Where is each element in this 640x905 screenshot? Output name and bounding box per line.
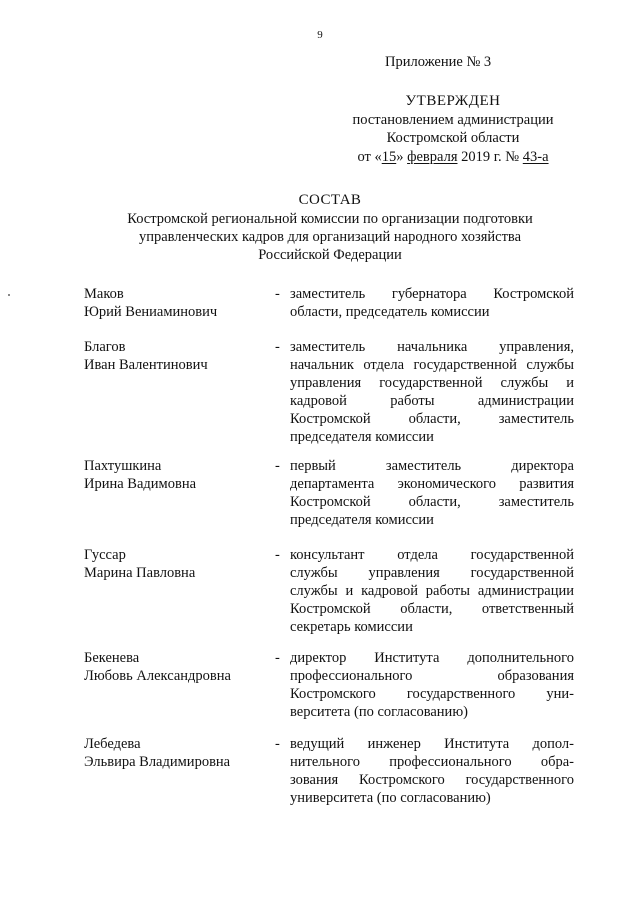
- member-surname: Гуссар: [84, 547, 126, 563]
- member-role-line: директор Института дополнительного: [290, 650, 574, 666]
- member-role-line: зования Костромского государственного: [290, 772, 574, 788]
- member-role-line: нительного профессионального обра-: [290, 754, 574, 770]
- member-given-names: Ирина Вадимовна: [84, 476, 197, 492]
- member-given-names: Марина Павловна: [84, 565, 196, 581]
- heading-line-1: Костромской региональной комиссии по организации подготовки: [127, 211, 533, 227]
- member-dash: -: [275, 458, 280, 474]
- member-name: [84, 649, 264, 685]
- member-role: [290, 338, 574, 446]
- approval-day: 15: [381, 148, 397, 165]
- member-role-line: верситета (по согласованию): [290, 704, 468, 720]
- member-role: [290, 285, 574, 321]
- approval-month: февраля: [407, 148, 458, 165]
- member-role-line: Костромской области, заместитель: [290, 411, 574, 427]
- member-role-line: службы управления государственной: [290, 565, 574, 581]
- approval-year-text: 2019 г. №: [457, 148, 523, 165]
- member-name: [84, 546, 264, 582]
- member-dash: -: [275, 736, 280, 752]
- approval-date-prefix: от «: [357, 148, 382, 165]
- member-given-names: Эльвира Владимировна: [84, 754, 231, 770]
- member-name: [84, 735, 264, 771]
- member-name: [84, 285, 264, 321]
- member-role-line: кадровой работы администрации: [290, 393, 574, 409]
- member-role-line: заместитель губернатора Костромской: [290, 286, 574, 302]
- member-role-line: первый заместитель директора: [290, 458, 574, 474]
- member-dash: -: [275, 339, 280, 355]
- member-surname: Маков: [84, 286, 124, 302]
- member-name: [84, 338, 264, 374]
- member-given-names: Любовь Александровна: [84, 668, 231, 684]
- member-role-line: секретарь комиссии: [290, 619, 413, 635]
- member-surname: Пахтушкина: [84, 458, 162, 474]
- member-role: [290, 457, 574, 529]
- member-dash: -: [275, 547, 280, 563]
- member-role-line: службы и кадровой работы администрации: [290, 583, 574, 599]
- approval-line-2: Костромской области: [386, 130, 520, 146]
- member-given-names: Юрий Вениаминович: [84, 304, 218, 320]
- approval-title: УТВЕРЖДЕН: [405, 93, 501, 109]
- approval-number: 43-а: [522, 148, 549, 165]
- member-role: [290, 546, 574, 636]
- member-role-line: Костромской области, ответственный: [290, 601, 574, 617]
- member-role-line: Костромской области, заместитель: [290, 494, 574, 510]
- member-role-line: области, председатель комиссии: [290, 304, 490, 320]
- member-role-line: Костромского государственного уни-: [290, 686, 574, 702]
- member-role: [290, 649, 574, 721]
- member-surname: Лебедева: [84, 736, 141, 752]
- member-role: [290, 735, 574, 807]
- member-role-line: управления государственной службы и: [290, 375, 574, 391]
- member-role-line: начальник отдела государственной службы: [290, 357, 574, 373]
- approval-date-mid: »: [396, 148, 408, 165]
- member-role-line: ведущий инженер Института допол-: [290, 736, 574, 752]
- page-number: 9: [317, 29, 323, 41]
- member-role-line: председателя комиссии: [290, 429, 434, 445]
- member-surname: Благов: [84, 339, 126, 355]
- member-dash: -: [275, 286, 280, 302]
- member-role-line: председателя комиссии: [290, 512, 434, 528]
- heading-line-3: Российской Федерации: [258, 247, 402, 263]
- member-role-line: университета (по согласованию): [290, 790, 491, 806]
- member-given-names: Иван Валентинович: [84, 357, 208, 373]
- member-role-line: заместитель начальника управления,: [290, 339, 574, 355]
- member-surname: Бекенева: [84, 650, 140, 666]
- member-role-line: профессионального образования: [290, 668, 574, 684]
- member-name: [84, 457, 264, 493]
- heading-line-2: управленческих кадров для организаций народного хозяйства: [138, 229, 522, 245]
- member-dash: -: [275, 650, 280, 666]
- appendix-label: Приложение № 3: [385, 54, 492, 70]
- member-role-line: консультант отдела государственной: [290, 547, 574, 563]
- member-role-line: департамента экономического развития: [290, 476, 574, 492]
- approval-line-1: постановлением администрации: [352, 111, 554, 128]
- heading-title: СОСТАВ: [298, 192, 362, 208]
